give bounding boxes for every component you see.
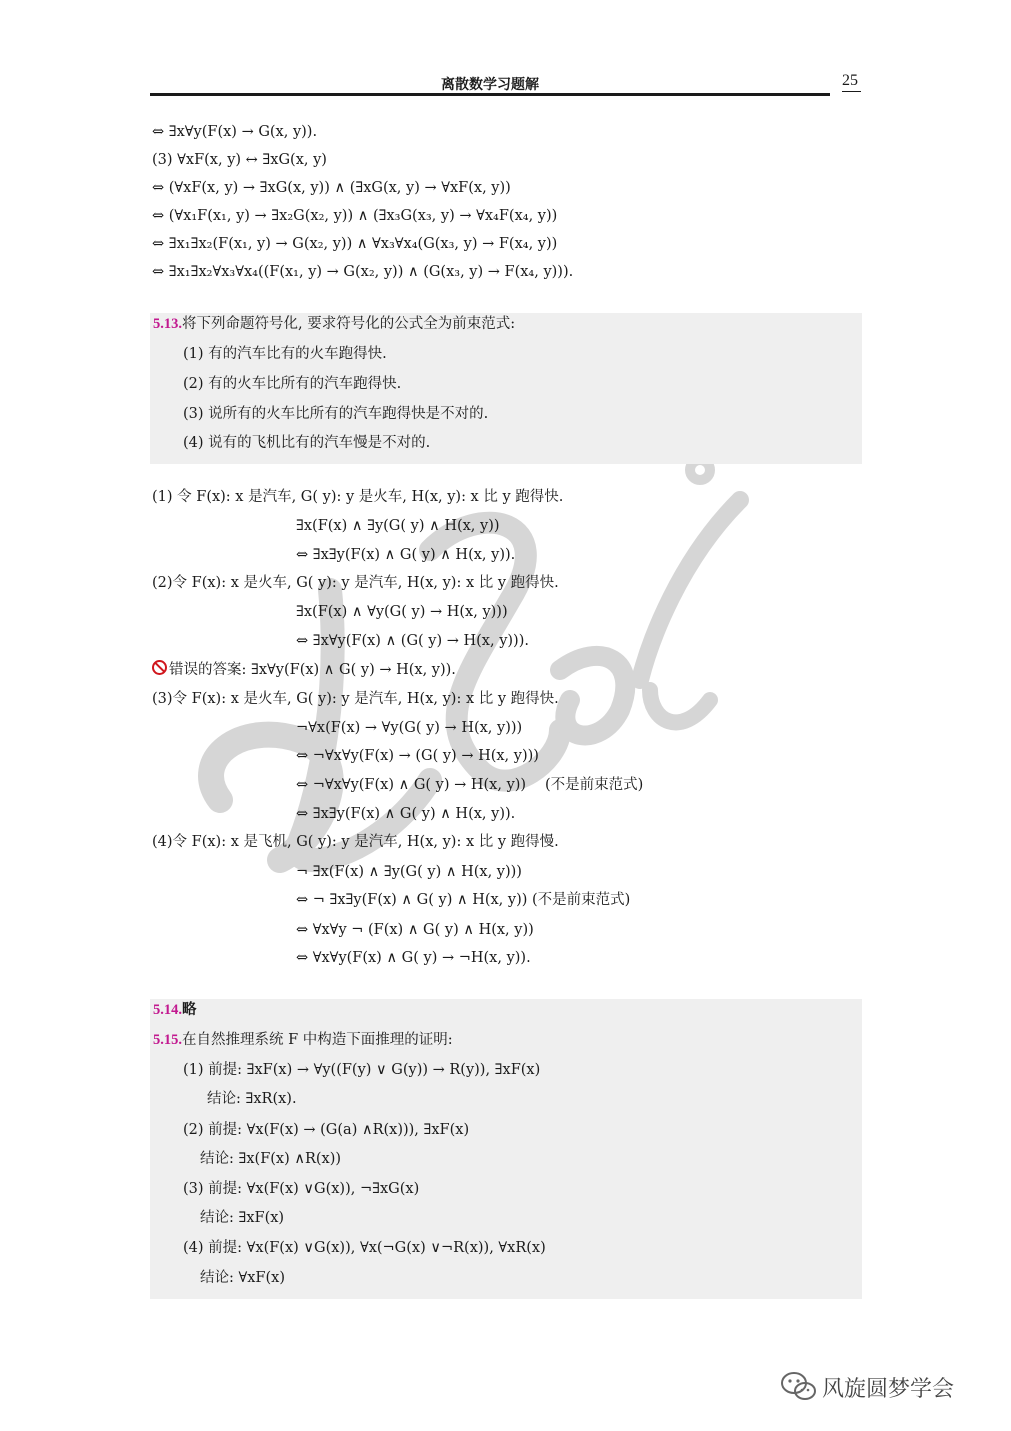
solution-paragraph: (4)令 F(x): x 是飞机, G( y): y 是汽车, H(x, y): x 比 y 跑得慢. bbox=[152, 834, 559, 850]
exercise-item: (2) 有的火车比所有的汽车跑得快. bbox=[183, 376, 402, 392]
premise-line: (2) 前提: ∀x(F(x) → (G(a) ∧R(x))), ∃xF(x) bbox=[183, 1122, 470, 1138]
solution-paragraph: (1) 令 F(x): x 是汽车, G( y): y 是火车, H(x, y): x 比 y 跑得快. bbox=[152, 489, 564, 505]
header-title: 离散数学习题解 bbox=[441, 77, 539, 93]
formula-line: ∃x(F(x) ∧ ∃y(G( y) ∧ H(x, y)) bbox=[296, 518, 500, 534]
exercise-number: 5.13. bbox=[153, 316, 182, 332]
conclusion-line: 结论: ∃x(F(x) ∧R(x)) bbox=[200, 1151, 342, 1167]
formula-line: ⇔ ¬ ∃x∃y(F(x) ∧ G( y) ∧ H(x, y)) (不是前束范式) bbox=[296, 892, 631, 908]
wrong-answer-line bbox=[152, 660, 456, 680]
premise-line: (1) 前提: ∃xF(x) → ∀y((F(y) ∨ G(y)) → R(y)), ∃xF(x) bbox=[183, 1062, 541, 1078]
formula-line: ⇔ ¬∀x∀y(F(x) → (G( y) → H(x, y))) bbox=[296, 748, 539, 764]
page-number: 25 bbox=[842, 72, 858, 89]
header-rule bbox=[150, 93, 830, 96]
formula-line: ⇔ (∀x₁F(x₁, y) → ∃x₂G(x₂, y)) ∧ (∃x₃G(x₃, y) → ∀x₄F(x₄, y)) bbox=[152, 208, 558, 224]
page-header bbox=[150, 70, 862, 98]
formula-line: ⇔ ∀x∀y(F(x) ∧ G( y) → ¬H(x, y)). bbox=[296, 950, 531, 966]
wrong-answer-formula: ∃x∀y(F(x) ∧ G( y) → H(x, y)). bbox=[251, 662, 456, 678]
premise-line: (3) 前提: ∀x(F(x) ∨G(x)), ¬∃xG(x) bbox=[183, 1181, 420, 1197]
solution-paragraph: (3)令 F(x): x 是火车, G( y): y 是汽车, H(x, y): x 比 y 跑得快. bbox=[152, 691, 559, 707]
wechat-icon bbox=[780, 1370, 818, 1404]
exercise-item: (1) 有的汽车比有的火车跑得快. bbox=[183, 346, 387, 362]
formula-line: (3) ∀xF(x, y) ↔ ∃xG(x, y) bbox=[152, 152, 327, 168]
formula-line: ¬ ∃x(F(x) ∧ ∃y(G( y) ∧ H(x, y))) bbox=[296, 864, 522, 880]
formula-line: ⇔ ∃x₁∃x₂(F(x₁, y) → G(x₂, y)) ∧ ∀x₃∀x₄(G(x₃, y) → F(x₄, y)) bbox=[152, 236, 558, 252]
conclusion-line: 结论: ∀xF(x) bbox=[200, 1270, 285, 1286]
formula-note: (不是前束范式) bbox=[545, 777, 644, 793]
formula-line: ∃x(F(x) ∧ ∀y(G( y) → H(x, y))) bbox=[296, 604, 508, 620]
exercise-number: 5.14. bbox=[153, 1002, 182, 1018]
exercise-5-14-heading bbox=[153, 1000, 197, 1020]
formula-line: ⇔ ∀x∀y ¬ (F(x) ∧ G( y) ∧ H(x, y)) bbox=[296, 922, 534, 938]
formula-line: ⇔ ∃x∀y(F(x) ∧ (G( y) → H(x, y))). bbox=[296, 633, 529, 649]
exercise-item: (4) 说有的飞机比有的汽车慢是不对的. bbox=[183, 435, 431, 451]
formula-line: ⇔ ∃x₁∃x₂∀x₃∀x₄((F(x₁, y) → G(x₂, y)) ∧ (G(x₃, y) → F(x₄, y))). bbox=[152, 264, 574, 280]
exercise-statement: 在自然推理系统 F 中构造下面推理的证明: bbox=[182, 1032, 453, 1048]
formula-line: ⇔ (∀xF(x, y) → ∃xG(x, y)) ∧ (∃xG(x, y) → ∀xF(x, y)) bbox=[152, 180, 511, 196]
solution-paragraph: (2)令 F(x): x 是火车, G( y): y 是汽车, H(x, y): x 比 y 跑得快. bbox=[152, 575, 559, 591]
prohibited-icon bbox=[152, 660, 167, 675]
conclusion-line: 结论: ∃xR(x). bbox=[207, 1091, 297, 1107]
wrong-answer-label: 错误的答案: bbox=[169, 662, 251, 678]
formula-line: ⇔ ∃x∀y(F(x) → G(x, y)). bbox=[152, 124, 318, 140]
exercise-number: 5.15. bbox=[153, 1032, 182, 1048]
exercise-statement: 略 bbox=[182, 1001, 197, 1018]
formula-line: ⇔ ∃x∃y(F(x) ∧ G( y) ∧ H(x, y)). bbox=[296, 547, 516, 563]
exercise-item: (3) 说所有的火车比所有的汽车跑得快是不对的. bbox=[183, 406, 489, 422]
exercise-statement: 将下列命题符号化, 要求符号化的公式全为前束范式: bbox=[182, 316, 516, 332]
formula-line: ⇔ ¬∀x∀y(F(x) ∧ G( y) → H(x, y)) bbox=[296, 777, 527, 793]
exercise-5-13-heading bbox=[153, 314, 515, 334]
conclusion-line: 结论: ∃xF(x) bbox=[200, 1210, 285, 1226]
premise-line: (4) 前提: ∀x(F(x) ∨G(x)), ∀x(¬G(x) ∨¬R(x)), ∀xR(x) bbox=[183, 1240, 546, 1256]
formula-line: ¬∀x(F(x) → ∀y(G( y) → H(x, y))) bbox=[296, 720, 523, 736]
formula-line: ⇔ ∃x∃y(F(x) ∧ G( y) ∧ H(x, y)). bbox=[296, 806, 516, 822]
page-number-rule bbox=[842, 91, 861, 92]
footer-account-name: 风旋圆梦学会 bbox=[822, 1377, 955, 1402]
exercise-5-15-heading bbox=[153, 1030, 453, 1050]
